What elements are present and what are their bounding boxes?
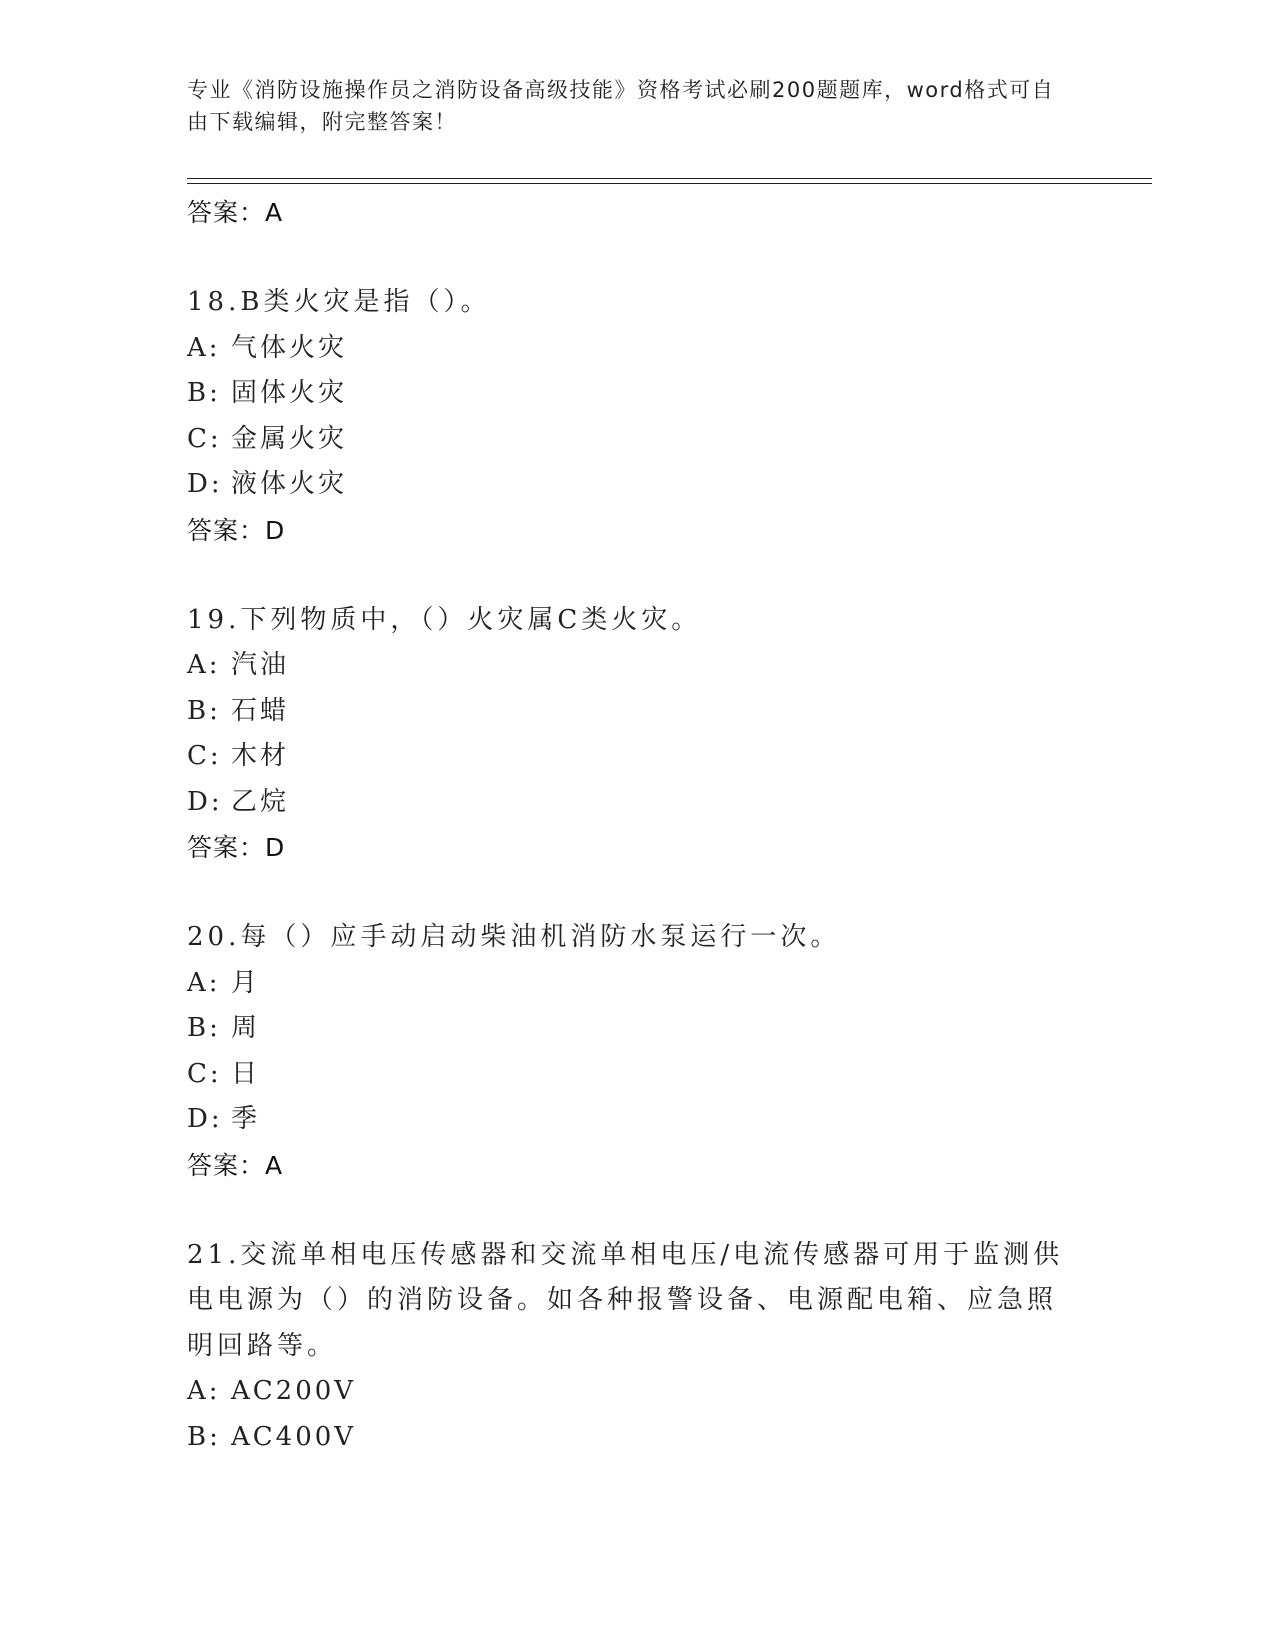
header-divider-bottom bbox=[187, 183, 1152, 184]
option-d bbox=[187, 1097, 1067, 1143]
option-text: 石蜡 bbox=[231, 695, 290, 726]
option-letter: C: bbox=[187, 1058, 222, 1089]
question-text: 18.B类火灾是指（）。 bbox=[187, 287, 491, 317]
document-header: 专业《消防设施操作员之消防设备高级技能》资格考试必刷200题题库，word格式可自由下载编辑，附完整答案！ bbox=[187, 78, 1055, 134]
option-letter: A: bbox=[187, 332, 221, 363]
option-letter: C: bbox=[187, 423, 222, 454]
answer-line: 答案：A bbox=[187, 1150, 284, 1180]
option-a bbox=[187, 643, 1067, 689]
option-letter: B: bbox=[187, 695, 221, 726]
option-letter: A: bbox=[187, 1376, 221, 1406]
option-b bbox=[187, 1415, 1067, 1461]
answer-line: 答案：A bbox=[187, 198, 284, 227]
question-block bbox=[187, 280, 1067, 553]
option-c bbox=[187, 734, 1067, 780]
question-text: 19.下列物质中，（）火灾属C类火灾。 bbox=[187, 604, 702, 635]
document-body bbox=[187, 190, 1067, 1460]
option-text: 日 bbox=[231, 1058, 261, 1089]
option-text: AC400V bbox=[231, 1421, 357, 1452]
option-letter: D: bbox=[187, 786, 223, 817]
option-letter: D: bbox=[187, 469, 223, 499]
option-text: 月 bbox=[231, 967, 261, 998]
option-letter: B: bbox=[187, 1013, 221, 1043]
option-text: 木材 bbox=[231, 741, 290, 771]
option-text: 液体火灾 bbox=[231, 469, 348, 499]
option-letter: D: bbox=[187, 1104, 223, 1134]
option-a bbox=[187, 961, 1067, 1007]
option-text: 乙烷 bbox=[231, 786, 290, 817]
question-block bbox=[187, 1233, 1067, 1461]
option-text: AC200V bbox=[231, 1376, 357, 1406]
option-letter: C: bbox=[187, 741, 222, 771]
option-letter: A: bbox=[187, 967, 221, 998]
answer-line: 答案：D bbox=[187, 833, 286, 862]
option-letter: B: bbox=[187, 1421, 221, 1452]
option-c bbox=[187, 417, 1067, 463]
option-b bbox=[187, 371, 1067, 417]
option-b bbox=[187, 689, 1067, 735]
option-d bbox=[187, 780, 1067, 826]
option-d bbox=[187, 462, 1067, 508]
answer-line: 答案：D bbox=[187, 515, 286, 545]
option-text: 汽油 bbox=[231, 650, 290, 680]
option-a bbox=[187, 1369, 1067, 1415]
question-text: 21.交流单相电压传感器和交流单相电压/电流传感器可用于监测供电电源为（）的消防设备。如各种报警设备、电源配电箱、应急照明回路等。 bbox=[187, 1239, 1064, 1361]
option-text: 季 bbox=[231, 1104, 261, 1134]
option-c bbox=[187, 1052, 1067, 1098]
option-letter: A: bbox=[187, 650, 221, 680]
question-block bbox=[187, 598, 1067, 871]
option-text: 周 bbox=[231, 1013, 261, 1043]
question-block bbox=[187, 915, 1067, 1188]
option-text: 固体火灾 bbox=[231, 378, 348, 408]
header-divider-top bbox=[187, 178, 1152, 179]
option-text: 气体火灾 bbox=[231, 332, 348, 363]
question-text: 20.每（）应手动启动柴油机消防水泵运行一次。 bbox=[187, 922, 841, 952]
option-text: 金属火灾 bbox=[231, 423, 348, 454]
option-b bbox=[187, 1006, 1067, 1052]
option-letter: B: bbox=[187, 378, 221, 408]
option-a bbox=[187, 326, 1067, 372]
